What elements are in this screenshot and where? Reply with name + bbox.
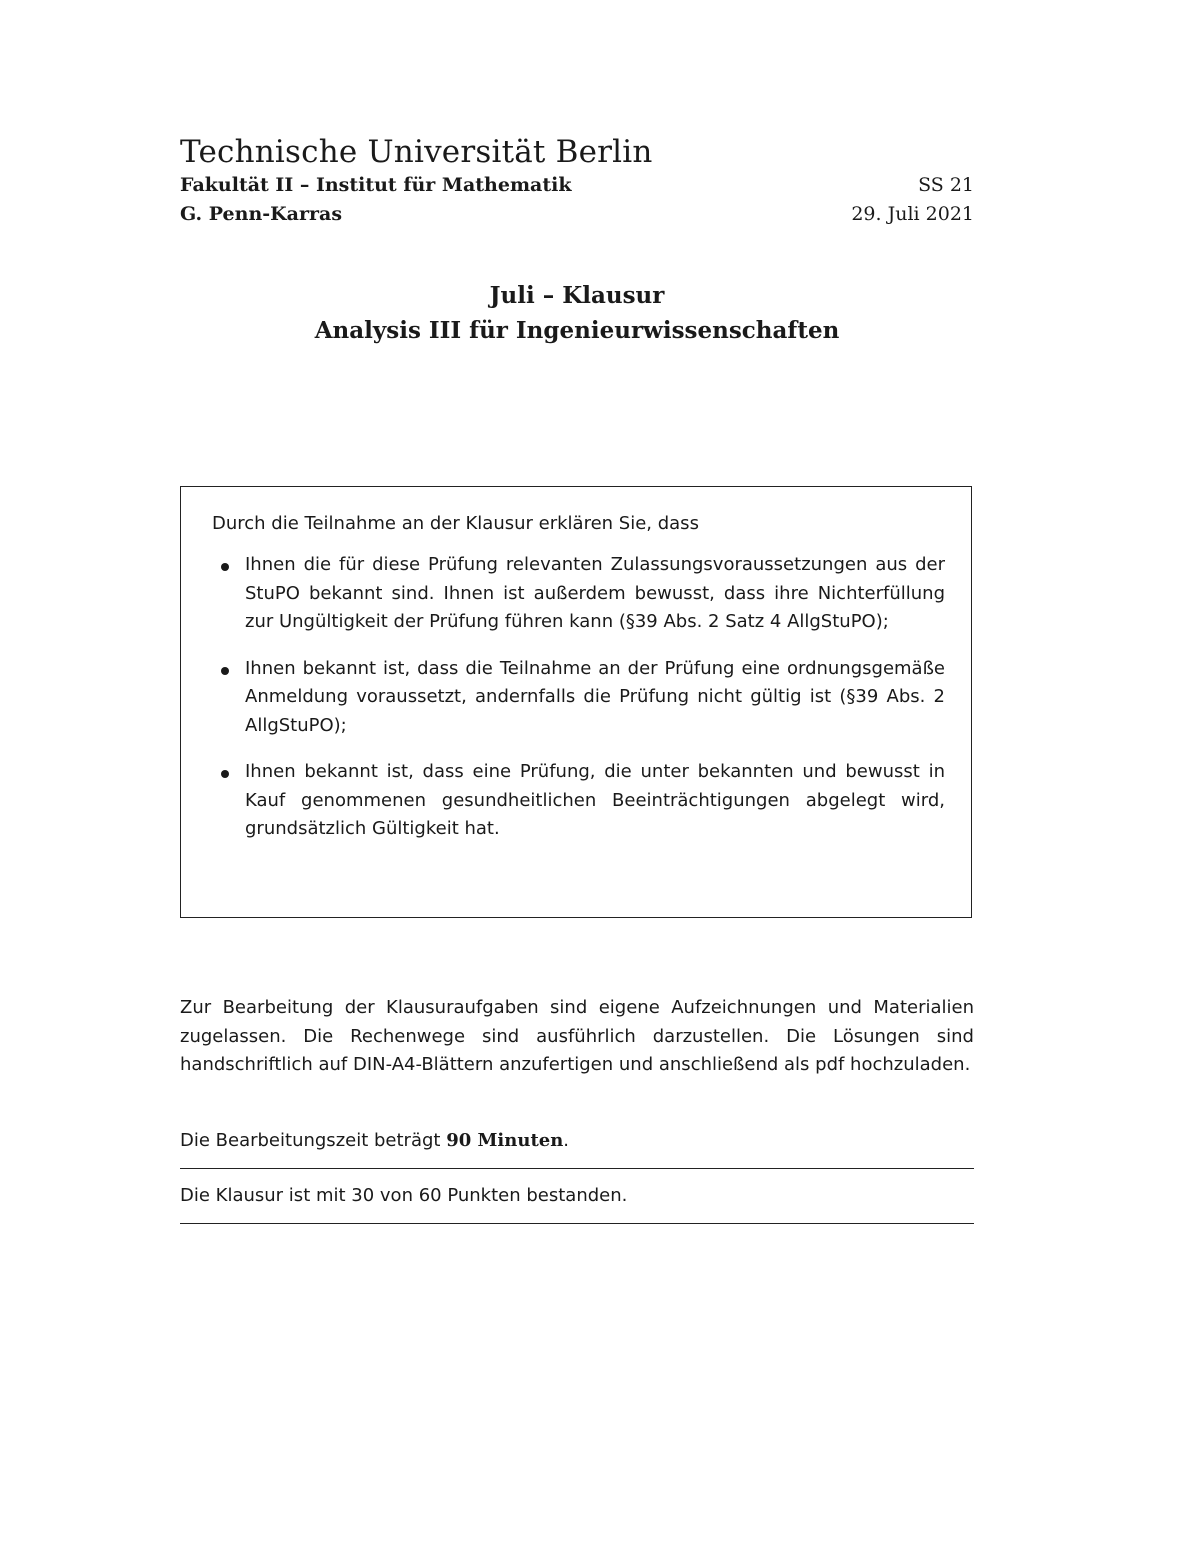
declaration-list <box>245 551 945 862</box>
declaration-intro: Durch die Teilnahme an der Klausur erklären Sie, dass <box>212 513 699 534</box>
time-value: 90 Minuten <box>446 1130 564 1151</box>
bullet-icon <box>221 770 229 778</box>
declaration-item-text: Ihnen bekannt ist, dass eine Prüfung, die unter bekannten und bewusst in Kauf genommenen gesundheitlichen Beeinträchtigungen abgelegt wird, grundsätzlich Gültigkeit hat. <box>245 761 945 839</box>
pass-note: Die Klausur ist mit 30 von 60 Punkten bestanden. <box>180 1185 628 1206</box>
time-suffix: . <box>563 1130 570 1151</box>
exam-title: Juli – Klausur <box>489 282 665 309</box>
bullet-icon <box>221 667 229 675</box>
time-prefix: Die Bearbeitungszeit beträgt <box>180 1130 447 1151</box>
header-row-faculty <box>180 174 974 196</box>
declaration-item <box>245 758 945 844</box>
declaration-item <box>245 655 945 741</box>
header-row-author <box>180 203 974 225</box>
declaration-item-text: Ihnen bekannt ist, dass die Teilnahme an der Prüfung eine ordnungsgemäße Anmeldung voraussetzt, andernfalls die Prüfung nicht gültig ist (§39 Abs. 2 AllgStuPO); <box>245 657 945 736</box>
course-title: Analysis III für Ingenieurwissenschaften <box>314 317 840 344</box>
semester-label: SS 21 <box>918 174 974 196</box>
faculty-name: Fakultät II – Institut für Mathematik <box>180 174 572 196</box>
divider-bottom <box>180 1223 974 1224</box>
declaration-box <box>180 486 972 918</box>
declaration-item-text: Ihnen die für diese Prüfung relevanten Zulassungsvoraussetzungen aus der StuPO bekannt sind. Ihnen ist außerdem bewusst, dass ihre Nichterfüllung zur Ungültigkeit der Prüfung führen kann (§39 Abs. 2 Satz 4 AllgStuPO); <box>245 554 945 632</box>
author-name: G. Penn-Karras <box>180 203 343 225</box>
materials-instructions: Zur Bearbeitung der Klausuraufgaben sind eigene Aufzeichnungen und Materialien zugelassen. Die Rechenwege sind ausführlich darzustellen. Die Lösungen sind handschriftlich auf DIN-A4-Blättern anzufertigen und anschließend als pdf hochzuladen. <box>180 997 974 1075</box>
exam-date: 29. Juli 2021 <box>851 203 974 225</box>
bullet-icon <box>221 563 229 571</box>
time-instructions <box>180 1127 974 1156</box>
declaration-item <box>245 551 945 637</box>
university-name: Technische Universität Berlin <box>180 134 653 170</box>
divider-top <box>180 1168 974 1169</box>
